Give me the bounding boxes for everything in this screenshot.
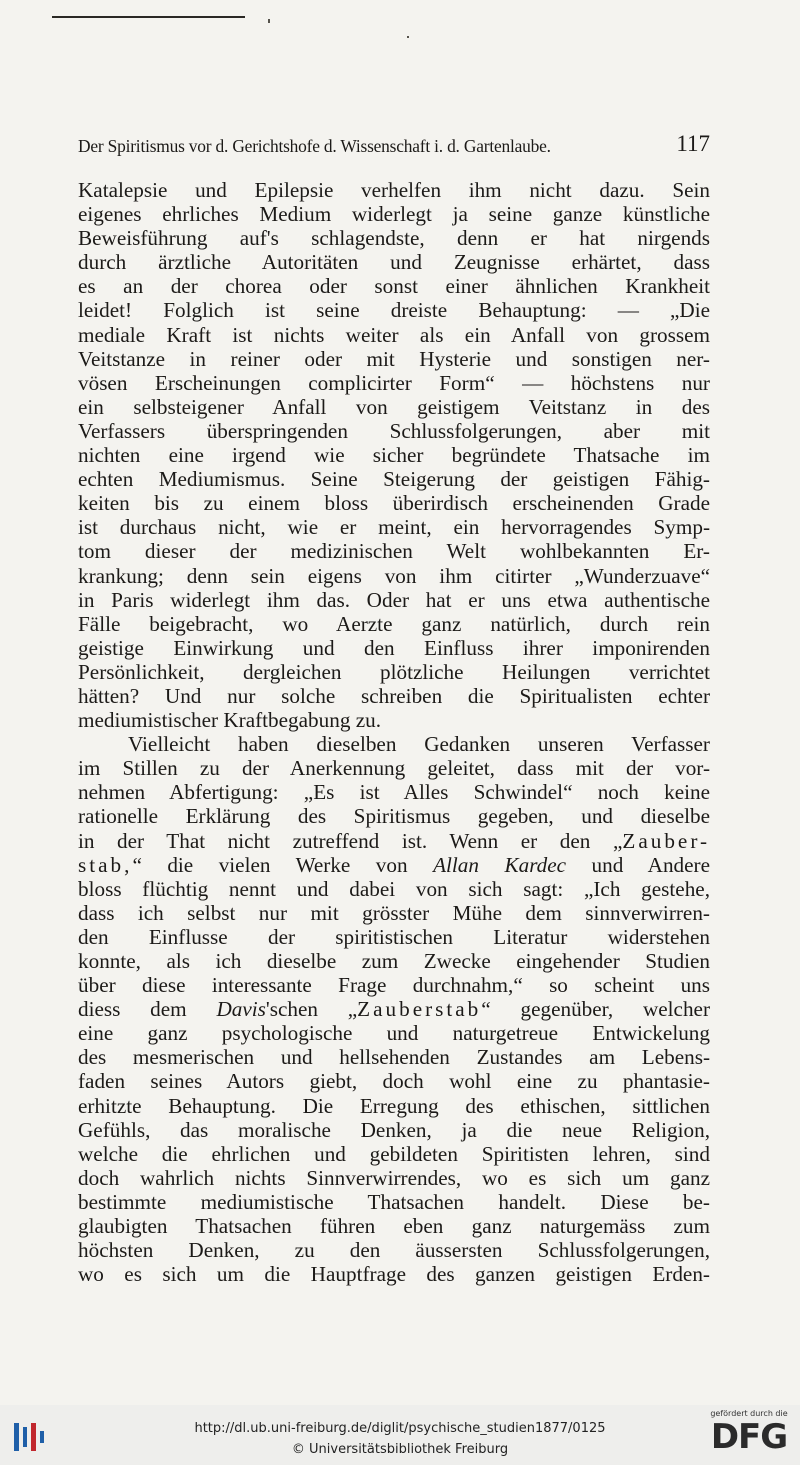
- paragraph-2: [78, 732, 710, 1286]
- text-line: faden seines Autors giebt, doch wohl eine zu phantasie-: [78, 1069, 710, 1094]
- text-line: ist durchaus nicht, wie er meint, ein hervorragendes Symp-: [78, 515, 710, 540]
- text-line: Verfassers überspringenden Schlussfolgerungen, aber mit: [78, 418, 710, 443]
- text-segment: 'schen „: [265, 997, 358, 1022]
- scan-speck: [407, 36, 409, 38]
- text-line: echten Mediumismus. Seine Steigerung der geistigen Fähig-: [78, 467, 710, 492]
- text-line: welche die ehrlichen und gebildeten Spiritisten lehren, sind: [78, 1141, 710, 1166]
- running-head-title: Der Spiritismus vor d. Gerichtshofe d. Wissenschaft i. d. Gartenlaube.: [78, 136, 551, 156]
- text-segment: und Andere: [566, 852, 710, 877]
- text-segment: “ gegenüber, welcher: [481, 997, 710, 1022]
- text-line: geistige Einwirkung und den Einfluss ihrer imponirenden: [78, 635, 710, 660]
- text-line: rationelle Erklärung des Spiritismus gegeben, und dieselbe: [78, 804, 710, 829]
- text-line: wo es sich um die Hauptfrage des ganzen geistigen Erden-: [78, 1262, 710, 1287]
- text-line: krankung; denn sein eigens von ihm citirter „Wunderzuave“: [78, 563, 710, 588]
- text-line: ein selbsteigener Anfall von geistigem Veitstanz in des: [78, 394, 710, 419]
- text-line: Beweisführung auf's schlagendste, denn er hat nirgends: [78, 226, 710, 251]
- text-line: Veitstanze in reiner oder mit Hysterie und sonstigen ner-: [78, 346, 710, 371]
- text-line: tom dieser der medizinischen Welt wohlbekannten Er-: [78, 539, 710, 564]
- text-segment: “ die vielen Werke von: [132, 852, 434, 877]
- text-line: [78, 997, 710, 1021]
- text-line: es an der chorea oder sonst einer ähnlichen Krankheit: [78, 274, 710, 299]
- text-line: keiten bis zu einem bloss überirdisch erscheinenden Grade: [78, 491, 710, 516]
- text-line: eigenes ehrliches Medium widerlegt ja seine ganze künstliche: [78, 202, 710, 227]
- text-line: doch wahrlich nichts Sinnverwirrendes, wo es sich um ganz: [78, 1165, 710, 1190]
- text-line: mediale Kraft ist nichts weiter als ein Anfall von grossem: [78, 322, 710, 347]
- text-line: Gefühls, das moralische Denken, ja die neue Religion,: [78, 1117, 710, 1142]
- text-line: [78, 853, 710, 877]
- text-segment: in der That nicht zutreffend ist. Wenn er den „: [78, 828, 623, 853]
- spaced-title-segment: stab,: [78, 852, 133, 877]
- paragraph-1: [78, 178, 710, 732]
- text-line: leidet! Folglich ist seine dreiste Behauptung: — „Die: [78, 298, 710, 323]
- top-rule-divider: [52, 16, 245, 18]
- text-line: bestimmte mediumistische Thatsachen handelt. Diese be-: [78, 1189, 710, 1214]
- text-line: Vielleicht haben dieselben Gedanken unseren Verfasser: [128, 732, 710, 757]
- text-line: eine ganz psychologische und naturgetreue Entwickelung: [78, 1021, 710, 1046]
- scan-speck: [268, 19, 270, 23]
- text-line: nehmen Abfertigung: „Es ist Alles Schwindel“ noch keine: [78, 780, 710, 805]
- text-line: bloss flüchtig nennt und dabei von sich sagt: „Ich gestehe,: [78, 876, 710, 901]
- text-line: in Paris widerlegt ihm das. Oder hat er uns etwa authentische: [78, 587, 710, 612]
- text-line: glaubigten Thatsachen führen eben ganz naturgemäss zum: [78, 1214, 710, 1239]
- text-line: des mesmerischen und hellsehenden Zustandes am Lebens-: [78, 1045, 710, 1070]
- page-number: 117: [676, 131, 710, 156]
- copyright-notice: © Universitätsbibliothek Freiburg: [291, 1442, 509, 1457]
- text-line: vösen Erscheinungen complicirter Form“ — höchstens nur: [78, 370, 710, 395]
- spaced-title-segment: Zauberstab: [357, 997, 482, 1022]
- spaced-title-segment: Zauber-: [622, 828, 710, 853]
- running-head: [78, 133, 710, 159]
- text-line: [78, 829, 710, 853]
- text-line: dass ich selbst nur mit grösster Mühe dem sinnverwirren-: [78, 900, 710, 925]
- text-line: höchsten Denken, zu den äussersten Schlussfolgerungen,: [78, 1238, 710, 1263]
- dfg-funded-label: gefördert durch die: [710, 1409, 788, 1418]
- text-line: konnte, als ich dieselbe zum Zwecke eingehender Studien: [78, 949, 710, 973]
- text-line: Fälle beigebracht, wo Aerzte ganz natürlich, durch rein: [78, 611, 710, 636]
- text-segment: diess dem: [78, 997, 217, 1022]
- text-line: über diese interessante Frage durchnahm,“ so scheint uns: [78, 973, 710, 998]
- text-line: im Stillen zu der Anerkennung geleitet, dass mit der vor-: [78, 756, 710, 781]
- source-url-link[interactable]: http://dl.ub.uni-freiburg.de/diglit/psychische_studien1877/0125: [194, 1421, 606, 1436]
- text-line: nichten eine irgend wie sicher begründete Thatsache im: [78, 443, 710, 468]
- text-line: erhitzte Behauptung. Die Erregung des ethischen, sittlichen: [78, 1093, 710, 1118]
- author-name-italic: Allan Kardec: [433, 852, 567, 877]
- text-line: hätten? Und nur solche schreiben die Spiritualisten echter: [78, 683, 710, 708]
- text-line: den Einflusse der spiritistischen Literatur widerstehen: [78, 924, 710, 949]
- text-line: Katalepsie und Epilepsie verhelfen ihm nicht dazu. Sein: [78, 178, 710, 202]
- author-name-italic: Davis: [216, 997, 266, 1022]
- text-line: Persönlichkeit, dergleichen plötzliche Heilungen verrichtet: [78, 659, 710, 684]
- viewer-footer: [0, 1405, 800, 1465]
- text-line: mediumistischer Kraftbegabung zu.: [78, 708, 382, 733]
- body-text: [78, 178, 710, 1286]
- text-line: durch ärztliche Autoritäten und Zeugnisse erhärtet, dass: [78, 250, 710, 275]
- dfg-logo-text: DFG: [710, 1417, 788, 1457]
- dfg-logo[interactable]: [706, 1409, 792, 1461]
